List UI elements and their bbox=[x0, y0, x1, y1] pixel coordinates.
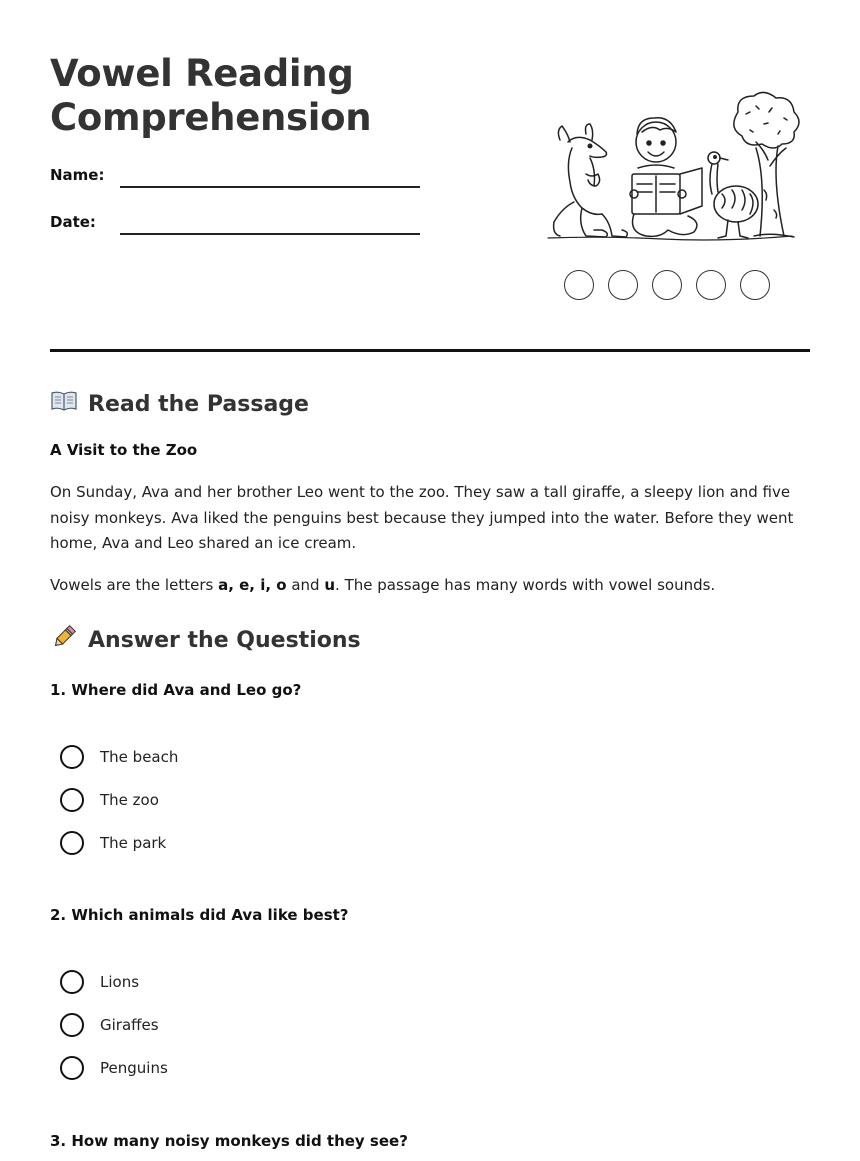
radio-button[interactable] bbox=[60, 970, 84, 994]
bubble-1[interactable] bbox=[564, 270, 594, 300]
radio-button[interactable] bbox=[60, 1013, 84, 1037]
question-1-text: 1. Where did Ava and Leo go? bbox=[50, 681, 302, 699]
questions-heading bbox=[50, 623, 361, 657]
vowel-note-prefix: Vowels are the letters bbox=[50, 576, 219, 594]
option-label: The zoo bbox=[100, 790, 159, 809]
radio-button[interactable] bbox=[60, 831, 84, 855]
vowel-note-suffix: . The passage has many words with vowel sounds. bbox=[335, 576, 716, 594]
worksheet-title: Vowel Reading Comprehension bbox=[50, 52, 372, 139]
date-label: Date: bbox=[50, 213, 96, 231]
vowel-last-letter: u bbox=[324, 576, 336, 594]
name-line[interactable] bbox=[120, 186, 420, 188]
radio-button[interactable] bbox=[60, 1056, 84, 1080]
passage-title: A Visit to the Zoo bbox=[50, 441, 198, 459]
name-field[interactable] bbox=[50, 166, 420, 196]
question-3 bbox=[50, 1132, 810, 1150]
answer-option[interactable] bbox=[60, 1046, 168, 1089]
passage-heading bbox=[50, 390, 309, 418]
tree-icon bbox=[734, 92, 799, 237]
answer-bubbles bbox=[564, 270, 770, 300]
vowel-note bbox=[50, 573, 810, 599]
answer-option[interactable] bbox=[60, 960, 168, 1003]
answer-option[interactable] bbox=[60, 1003, 168, 1046]
question-3-text: 3. How many noisy monkeys did they see? bbox=[50, 1132, 408, 1150]
bubble-4[interactable] bbox=[696, 270, 726, 300]
passage-heading-text: Read the Passage bbox=[88, 391, 309, 417]
question-2-options bbox=[60, 960, 168, 1089]
boy-reading-icon bbox=[630, 118, 702, 237]
question-2 bbox=[50, 906, 810, 1077]
question-1 bbox=[50, 681, 810, 852]
date-line[interactable] bbox=[120, 233, 420, 235]
bubble-2[interactable] bbox=[608, 270, 638, 300]
kangaroo-icon bbox=[554, 124, 628, 237]
radio-button[interactable] bbox=[60, 788, 84, 812]
option-label: Penguins bbox=[100, 1058, 168, 1077]
bubble-3[interactable] bbox=[652, 270, 682, 300]
passage-text: On Sunday, Ava and her brother Leo went to the zoo. They saw a tall giraffe, a sleepy lion and five noisy monkeys. Ava liked the penguins best because they jumped into the water. Before they went home, Ava and Leo shared an ice cream. bbox=[50, 483, 794, 552]
answer-option[interactable] bbox=[60, 821, 178, 864]
name-label: Name: bbox=[50, 166, 105, 184]
option-label: Giraffes bbox=[100, 1015, 159, 1034]
question-2-text: 2. Which animals did Ava like best? bbox=[50, 906, 349, 924]
question-1-options bbox=[60, 735, 178, 864]
answer-option[interactable] bbox=[60, 778, 178, 821]
answer-option[interactable] bbox=[60, 735, 178, 778]
bubble-5[interactable] bbox=[740, 270, 770, 300]
header-divider bbox=[50, 349, 810, 352]
vowel-letters: a, e, i, o bbox=[218, 576, 287, 594]
option-label: Lions bbox=[100, 972, 140, 991]
option-label: The beach bbox=[100, 747, 179, 766]
questions-heading-text: Answer the Questions bbox=[88, 627, 361, 653]
open-book-icon bbox=[50, 390, 80, 418]
option-label: The park bbox=[100, 833, 167, 852]
zoo-illustration bbox=[542, 90, 800, 245]
vowel-note-and: and bbox=[286, 576, 325, 594]
radio-button[interactable] bbox=[60, 745, 84, 769]
ostrich-icon bbox=[708, 152, 758, 238]
pencil-icon bbox=[50, 623, 80, 657]
date-field[interactable] bbox=[50, 213, 420, 243]
